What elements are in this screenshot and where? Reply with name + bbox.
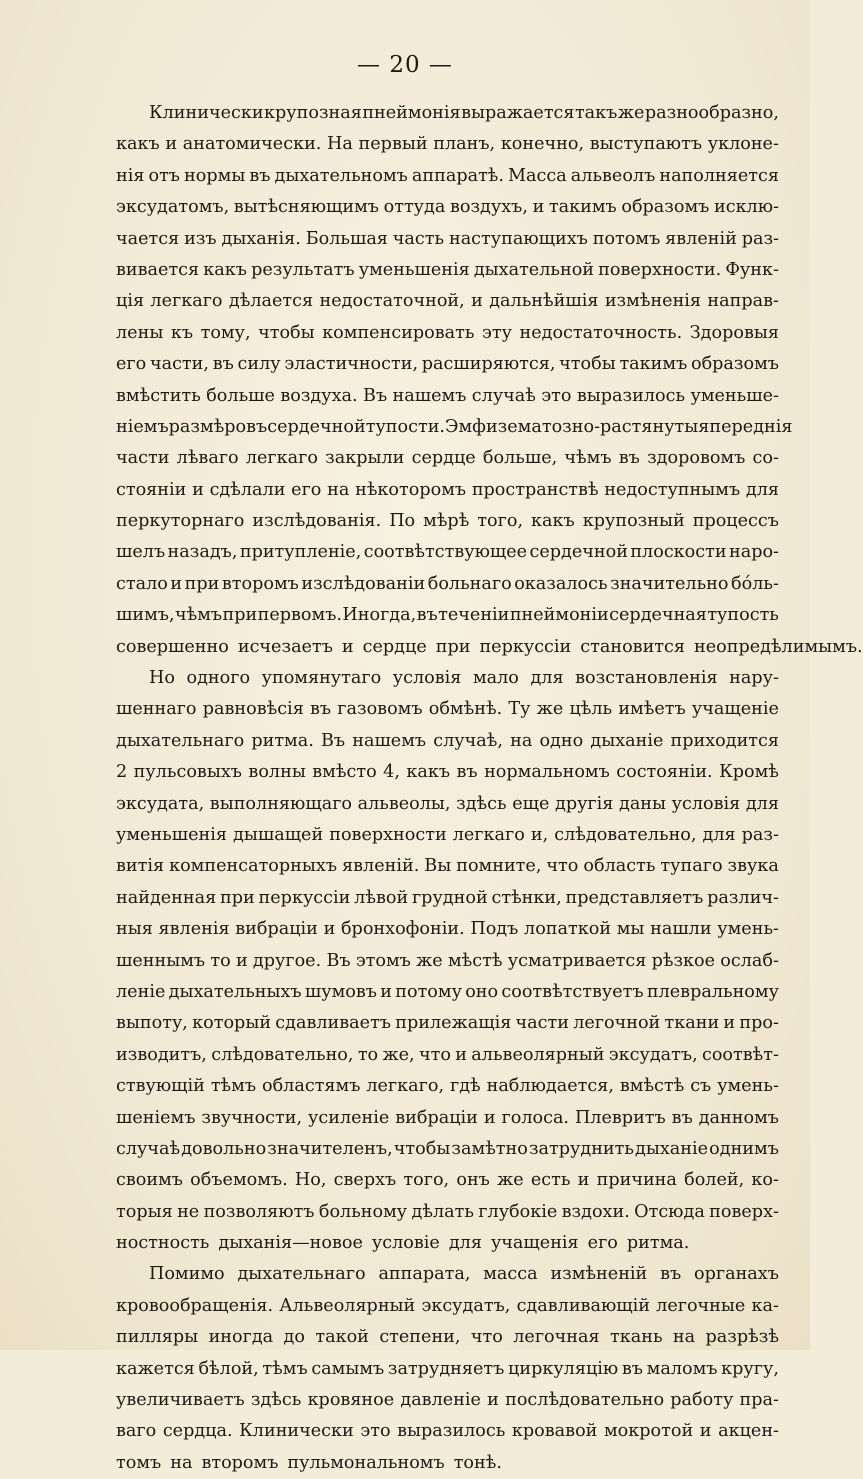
text-line: вивается какъ результатъ уменьшенія дыхательной поверхности. Функ- [116,259,779,280]
text-line: шеннымъ то и другое. Въ этомъ же мѣстѣ усматривается рѣзкое ослаб- [116,950,779,971]
text-line: вмѣстить больше воздуха. Въ нашемъ случаѣ это выразилось уменьше- [116,385,779,406]
text-line: 2 пульсовыхъ волны вмѣсто 4, какъ въ нормальномъ состояніи. Кромѣ [116,762,779,783]
text-line: эксудата, выполняющаго альвеолы, здѣсь еще другія даны условія для [116,793,779,814]
text-line: витія компенсаторныхъ явленій. Вы помните, что область тупаго звука [116,856,779,877]
text-line: части лѣваго легкаго закрыли сердце больше, чѣмъ въ здоровомъ со- [116,448,779,469]
text-line: ствующій тѣмъ областямъ легкаго, гдѣ наблюдается, вмѣстѣ съ умень- [116,1076,779,1097]
text-line: томъ на второмъ пульмональномъ тонѣ. [116,1452,502,1473]
text-line: шеніемъ звучности, усиленіе вибраціи и голоса. Плевритъ въ данномъ [116,1107,779,1128]
text-line: своимъ объемомъ. Но, сверхъ того, онъ же есть и причина болей, ко- [116,1170,779,1191]
text-line: торыя не позволяютъ больному дѣлать глубокіе вздохи. Отсюда поверх- [116,1201,779,1222]
text-line: ція легкаго дѣлается недостаточной, и дальнѣйшія измѣненія направ- [116,291,779,312]
text-line: Но одного упомянутаго условія мало для возстановленія нару- [149,668,779,689]
text-line: эксудатомъ, вытѣсняющимъ оттуда воздухъ, и такимъ образомъ исклю- [116,197,779,218]
text-line: найденная при перкуссіи лѣвой грудной стѣнки, представляетъ различ- [116,887,779,908]
text-line: ваго сердца. Клинически это выразилось кровавой мокротой и акцен- [116,1421,779,1442]
text-line: кажется бѣлой, тѣмъ самымъ затрудняетъ циркуляцію въ маломъ кругу, [116,1358,779,1379]
text-line: перкуторнаго изслѣдованія. По мѣрѣ того, какъ крупозный процессъ [116,511,779,532]
text-line: шеннаго равновѣсія въ газовомъ обмѣнѣ. Ту же цѣль имѣетъ учащеніе [116,699,779,720]
text-line: уменьшенія дышащей поверхности легкаго и, слѣдовательно, для раз- [116,824,779,845]
text-line: дыхательнаго ритма. Въ нашемъ случаѣ, на одно дыханіе приходится [116,730,779,751]
text-line: стало и при второмъ изслѣдованіи больнаго оказалось значительно бо́ль- [116,573,779,594]
text-line: стояніи и сдѣлали его на нѣкоторомъ пространствѣ недоступнымъ для [116,479,779,500]
text-line: случаѣ довольно значителенъ, чтобы замѣтно затруднить дыханіе однимъ [116,1138,779,1159]
text-line: пилляры иногда до такой степени, что легочная ткань на разрѣзѣ [116,1327,779,1348]
text-line: кровообращенія. Альвеолярный эксудатъ, сдавливающій легочные ка- [116,1295,779,1316]
text-line: шимъ, чѣмъ при первомъ. Иногда, въ теченіи пнеймоніи сердечная тупость [116,605,779,626]
text-line: его части, въ силу эластичности, расширяются, чтобы такимъ образомъ [116,354,779,375]
text-line: лены къ тому, чтобы компенсировать эту недостаточность. Здоровыя [116,322,779,343]
text-line: ныя явленія вибраціи и бронхофоніи. Подъ лопаткой мы нашли умень- [116,919,779,940]
text-line: шелъ назадъ, притупленіе, соотвѣтствующее сердечной плоскости наро- [116,542,779,563]
text-line: Помимо дыхательнаго аппарата, масса измѣненій въ органахъ [149,1264,779,1285]
body-text [116,98,863,1479]
page-number: — 20 — [357,52,453,78]
text-line: леніе дыхательныхъ шумовъ и потому оно соотвѣтствуетъ плевральному [116,981,779,1002]
text-line: чается изъ дыханія. Большая часть наступающихъ потомъ явленій раз- [116,228,779,249]
text-line: совершенно исчезаетъ и сердце при перкуссіи становится неопредѣлимымъ. [116,636,863,657]
text-line: увеличиваетъ здѣсь кровяное давленіе и послѣдовательно работу пра- [116,1390,779,1411]
text-line: изводитъ, слѣдовательно, то же, что и альвеолярный эксудатъ, соотвѣт- [116,1044,779,1065]
text-line: какъ и анатомически. На первый планъ, конечно, выступаютъ уклоне- [116,134,779,155]
text-line: ніемъ размѣровъ сердечной тупости. Эмфизематозно-растянутыя переднія [116,416,793,437]
text-line: нія отъ нормы въ дыхательномъ аппаратѣ. Масса альвеолъ наполняется [116,165,779,186]
text-line: выпоту, который сдавливаетъ прилежащія части легочной ткани и про- [116,1013,779,1034]
text-line: ностность дыханія—новое условіе для учащенія его ритма. [116,1233,690,1254]
text-line: Клинически крупозная пнеймонія выражается такъ же разнообразно, [149,103,779,123]
